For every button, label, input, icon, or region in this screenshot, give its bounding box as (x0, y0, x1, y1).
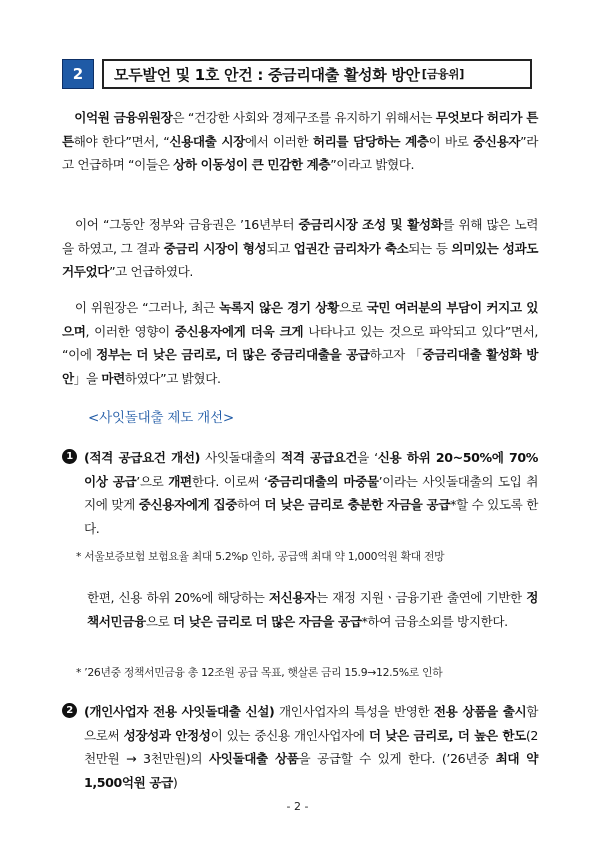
text-run: 을 공급할 수 있게 한다. (’26년중 (298, 751, 496, 766)
bold-text-run: 국민 여러분의 부담이 커지고 있으며 (62, 300, 538, 339)
text-run: 한편, 신용 하위 20%에 해당하는 (87, 590, 269, 605)
bold-text-run: 정책서민금융 (87, 590, 538, 629)
bold-text-run: 더 낮은 금리로 더 많은 자금을 공급 (172, 613, 362, 629)
bold-text-run: 더 낮은 금리로, 더 높은 한도 (368, 727, 526, 743)
text-run: ”라고 언급하며 “이들은 (62, 133, 538, 172)
page-number: - 2 - (286, 800, 309, 813)
text-run: 하고자 「 (369, 347, 423, 362)
section-number-badge: 2 (62, 59, 94, 89)
bold-text-run: 마련 (101, 370, 125, 386)
text-run: 나타나고 있는 것으로 파악되고 있다”면서, “이에 (62, 323, 538, 362)
text-run: 이 위원장은 “그러나, 최근 (62, 300, 220, 315)
bold-text-run: 상하 이동성이 큰 민감한 계층 (173, 157, 331, 172)
bold-text-run: 중금리대출 활성화 방안 (62, 347, 538, 386)
text-run: 를 위해 많은 노력을 하였고, 그 결과 (62, 217, 538, 256)
numbered-bullet-1: 1 (62, 449, 77, 464)
text-run: 을 ‘ (357, 450, 378, 465)
subsection-title: <사잇돌대출 제도 개선> (88, 410, 234, 426)
bold-text-run: 이억원 금융위원장 (62, 110, 173, 125)
text-run: 이어 “그동안 정부와 금융권은 ’16년부터 (62, 217, 299, 232)
text-run: 사잇돌대출의 (199, 450, 281, 465)
paragraph-2 (62, 213, 538, 284)
bold-text-run: 중신용자에게 집중 (138, 497, 238, 512)
text-run: *할 수 있도록 한다. (84, 497, 539, 536)
bold-text-run: (개인사업자 전용 사잇돌대출 신설) (84, 704, 275, 719)
footnote-2: * ’26년중 정책서민금융 총 12조원 공급 목표, 햇살론 금리 15.9→12.5%로 인하 (76, 666, 443, 679)
policy-item-2 (62, 700, 538, 794)
footnote-1: * 서울보증보험 보험요율 최대 5.2%p 인하, 공급액 최대 약 1,000억원 확대 전망 (76, 550, 445, 563)
bold-text-run: 사잇돌대출 상품 (208, 751, 299, 766)
text-run: *하여 금융소외를 방지한다. (361, 613, 508, 629)
text-run: (2천만원 → 3천만원)의 (84, 727, 538, 766)
text-run: ”이라고 밝혔다. (330, 157, 415, 172)
bold-text-run: 신용 하위 20~50%에 70% 이상 공급 (84, 450, 539, 489)
paragraph-3 (62, 296, 538, 390)
text-run: , 이러한 영향이 (85, 323, 175, 339)
bold-text-run: 신용대출 시장 (169, 133, 245, 149)
bold-text-run: (적격 공급요건 개선) (84, 450, 200, 465)
bold-text-run: 허리를 담당하는 계층 (312, 133, 429, 149)
text-run: 되고 (266, 240, 294, 256)
text-run: 으로 (145, 613, 173, 629)
bold-text-run: 최대 약 1,500억원 공급 (84, 751, 539, 790)
section-header (62, 59, 532, 89)
text-run: ’이라는 사잇돌대출의 도입 취지에 맞게 (84, 473, 538, 512)
bold-text-run: 업권간 금리차가 축소 (293, 240, 409, 256)
text-run: 함으로써 (84, 704, 538, 743)
policy-item-1-text (84, 446, 538, 540)
bold-text-run: 더 낮은 금리로 충분한 자금을 공급 (264, 497, 451, 512)
bold-text-run: 저신용자 (268, 590, 316, 605)
text-run: 는 재정 지원ㆍ금융기관 출연에 기반한 (315, 590, 527, 605)
bold-text-run: 성장성과 안정성 (123, 727, 211, 743)
bold-text-run: 중금리대출의 마중물 (267, 473, 379, 489)
text-run: 되는 등 (408, 240, 452, 256)
text-run: 개인사업자의 특성을 반영한 (274, 704, 434, 719)
text-run: ’으로 (136, 473, 169, 489)
section-title-box (102, 59, 532, 89)
bold-text-run: 적격 공급요건 (280, 450, 358, 465)
text-run: 한다. 이로써 ‘ (191, 473, 268, 489)
text-run: 은 “건강한 사회와 경제구조를 유지하기 위해서는 (172, 110, 436, 125)
text-run: ) (172, 774, 178, 790)
bold-text-run: 중금리시장 조성 및 활성화 (298, 217, 443, 232)
bold-text-run: 의미있는 성과도 거두었다 (62, 240, 539, 279)
text-run: 하였다”고 밝혔다. (124, 370, 221, 386)
bold-text-run: 녹록지 않은 경기 상황 (219, 300, 339, 315)
policy-item-1 (62, 446, 538, 540)
text-run: 이 바로 (428, 133, 474, 149)
bold-text-run: 전용 상품을 출시 (433, 704, 527, 719)
bold-text-run: 무엇보다 허리가 튼튼 (62, 110, 538, 149)
bold-text-run: 중금리 시장이 형성 (163, 240, 267, 256)
policy-item-2-text (84, 700, 538, 794)
text-run: 」을 (73, 370, 102, 386)
bold-text-run: 중신용자 (473, 133, 521, 149)
text-run: 해야 한다”면서, “ (73, 133, 170, 149)
section-heading: 모두발언 및 1호 안건 : 중금리대출 활성화 방안 (114, 65, 420, 84)
policy-item-1-subtext (87, 586, 538, 633)
text-run: ”고 언급하였다. (109, 264, 193, 279)
paragraph-1 (62, 106, 538, 177)
text-run: 으로 (338, 300, 367, 315)
bold-text-run: 중신용자에게 더욱 크게 (174, 323, 304, 339)
numbered-bullet-2: 2 (62, 703, 77, 718)
text-run: 이 있는 중신용 개인사업자에 (210, 727, 369, 743)
agency-tag: [금융위] (421, 67, 465, 81)
text-run: 에서 이러한 (244, 133, 313, 149)
bold-text-run: 정부는 더 낮은 금리로, 더 많은 중금리대출을 공급 (96, 347, 370, 362)
text-run: 하여 (237, 497, 265, 512)
bold-text-run: 개편 (168, 473, 192, 489)
